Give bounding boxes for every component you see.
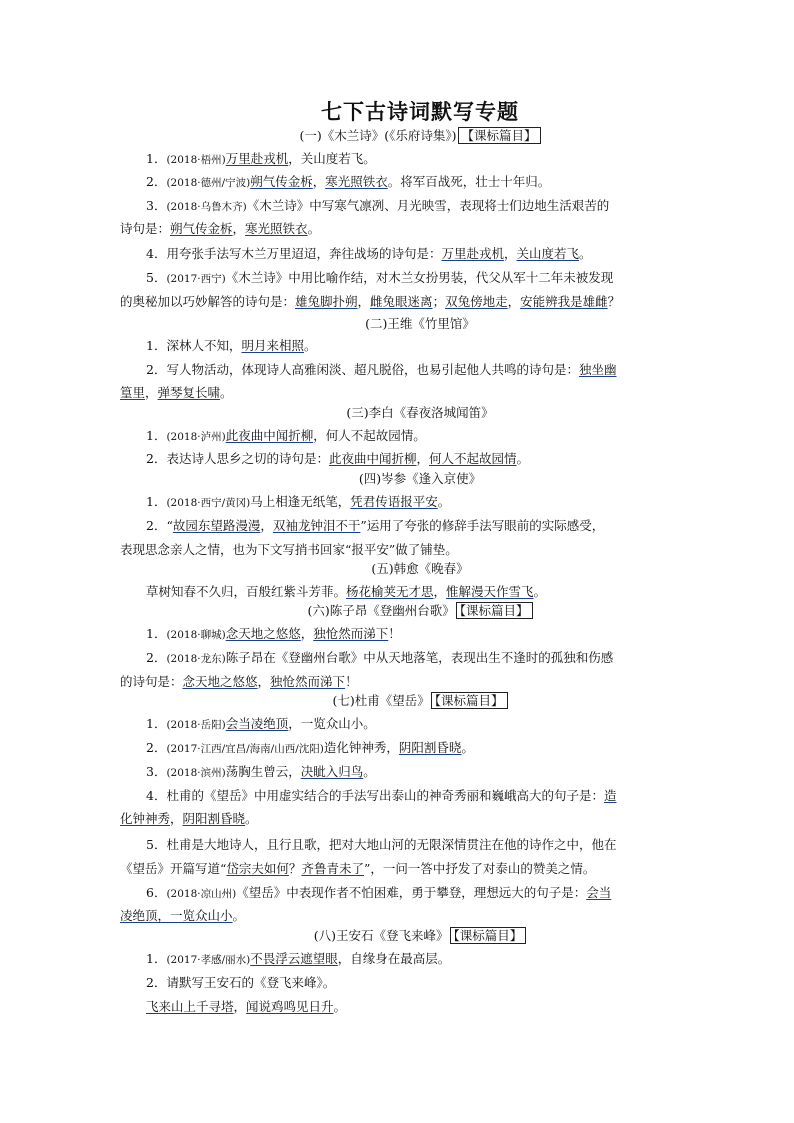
question-source: (2018·乌鲁木齐) [166, 201, 247, 213]
answer-text: 安能辨我是雄雌 [520, 294, 608, 309]
question-text: 。 [533, 584, 547, 599]
question-text: 诗句是： [120, 221, 171, 236]
answer-text: 造 [603, 788, 617, 803]
question-line [146, 427, 426, 446]
question-text: 。 [437, 494, 451, 509]
answer-text: 明月来相照 [241, 338, 304, 353]
question-number: 1． [146, 716, 167, 731]
question-text: 荡胸生曾云， [225, 764, 301, 779]
question-text: 。 [232, 908, 246, 923]
question-text: ， [170, 811, 183, 826]
question-source: (2018·聊城) [166, 629, 226, 641]
question-text: ”，一问一答中抒发了对泰山的赞美之情。 [363, 861, 596, 876]
question-line [146, 450, 529, 468]
question-line [146, 583, 546, 601]
question-number: 2． [146, 975, 167, 990]
answer-text: 寒光照铁衣 [245, 221, 308, 236]
question-line [120, 810, 258, 828]
question-number: 1． [146, 626, 167, 641]
question-number: 4． [146, 246, 167, 261]
question-source: (2018·滨州) [166, 767, 226, 779]
question-line [146, 787, 616, 805]
section-title: (三)李白《春夜洛城闻笛》 [346, 405, 494, 420]
answer-text: 凌绝顶 [120, 908, 158, 923]
question-text: 。将军百战死，壮士十年归。 [387, 174, 551, 189]
question-line [146, 836, 616, 854]
document-title: 七下古诗词默写专题 [321, 100, 519, 124]
question-line [120, 384, 233, 402]
question-text: ， [503, 246, 517, 261]
section-title: (七)杜甫《望岳》 [332, 693, 430, 708]
section-tag: 【课标篇目】 [458, 127, 541, 144]
question-line [120, 673, 358, 691]
question-text: ； [432, 294, 446, 309]
section-title: (五)韩愈《晚春》 [371, 561, 469, 576]
question-text: 杜甫是大地诗人，且行且歌，把对大地山河的无限深情贯注在他的诗作之中，他在 [166, 837, 617, 852]
question-source: (2018·凉山州) [166, 888, 237, 900]
question-text: ？ [607, 294, 621, 309]
question-number: 1． [146, 428, 167, 443]
question-source: (2017·孝感/丽水) [166, 954, 251, 966]
question-source: (2018·梧州) [166, 154, 226, 166]
question-text: ， [312, 174, 326, 189]
question-text: 《木兰诗》中用比喻作结，对木兰女扮男装，代父从军十二年未被发现 [225, 270, 614, 285]
answer-text: 会当 [586, 885, 612, 900]
question-text: 表现思念亲人之情，也为下文写捎书回家“报平安”做了铺垫。 [120, 542, 458, 557]
question-number: 4． [146, 788, 167, 803]
section-title: (六)陈子昂《登幽州台歌》 [307, 603, 455, 618]
question-number: 3． [146, 764, 167, 779]
answer-text: 万里赴戎机 [441, 246, 504, 261]
question-text: ！ [388, 626, 401, 641]
question-number: 2． [146, 174, 167, 189]
answer-text: 何人不起故园情 [429, 451, 517, 466]
question-line [146, 197, 609, 216]
question-source: (2018·德州/宁波) [166, 177, 251, 189]
question-text: 草树知春不久归，百般红紫斗芳菲。 [146, 584, 347, 599]
section-title: (二)王维《竹里馆》 [365, 316, 475, 331]
question-number: 1． [146, 338, 167, 353]
answer-text: 凭君传语报平安 [350, 494, 438, 509]
question-line [120, 860, 595, 878]
question-text: 写人物活动，体现诗人高雅闲淡、超凡脱俗，也易引起他人共鸣的诗句是： [166, 362, 579, 377]
answer-text: 杨花榆荚无才思 [346, 584, 434, 599]
question-text: ？ [288, 861, 302, 876]
question-line [146, 715, 376, 734]
question-source: (2018·龙东) [166, 653, 226, 665]
question-text: 。 [245, 811, 258, 826]
answer-text: 独坐幽 [578, 362, 617, 377]
question-text: ， [145, 385, 158, 400]
question-text: ，一览众山小。 [288, 716, 376, 731]
question-number: 2． [146, 740, 167, 755]
question-line [146, 361, 616, 379]
answer-text: 此夜曲中闻折柳 [328, 451, 417, 466]
question-text: 《望岳》开篇写道“ [120, 861, 227, 876]
answer-text: 不畏浮云遮望眼 [250, 951, 338, 966]
section-heading-8 [120, 927, 720, 945]
question-text: 。 [363, 764, 376, 779]
question-text: 《望岳》中表现作者不怕困难，勇于攀登，理想远大的句子是： [236, 885, 587, 900]
section-heading-3 [120, 404, 720, 422]
answer-text: 会当凌绝顶 [225, 716, 289, 731]
question-text: 。 [333, 999, 347, 1014]
question-number: 2． [146, 362, 167, 377]
question-text: 。 [220, 385, 233, 400]
question-text: 用夸张手法写木兰万里迢迢，奔往战场的诗句是： [166, 246, 442, 261]
section-tag: 【课标篇目】 [456, 602, 533, 619]
question-text: ， [357, 294, 371, 309]
answer-text: 万里赴戎机 [225, 151, 289, 166]
section-tag: 【课标篇目】 [450, 927, 527, 944]
question-line [146, 245, 592, 263]
question-text: ， [257, 674, 271, 689]
question-line [146, 150, 376, 169]
answer-text: 念天地之悠悠 [182, 674, 258, 689]
answer-text: 念天地之悠悠 [225, 626, 301, 641]
answer-text: 阴阳割昏晓 [398, 740, 462, 755]
question-line [146, 649, 613, 668]
question-line [146, 517, 604, 535]
answer-text: 齐鲁青未了 [301, 861, 364, 876]
question-text: ！ [345, 674, 358, 689]
question-text: 杜甫的《望岳》中用虚实结合的手法写出泰山的神奇秀丽和巍峨高大的句子是： [166, 788, 604, 803]
question-source: (2017·西宁) [166, 273, 226, 285]
question-line [146, 763, 376, 782]
answer-text: 弹琴复长啸 [157, 385, 221, 400]
section-title: (四)岑参《逢入京使》 [358, 471, 482, 486]
section-title: (一)《木兰诗》(《乐府诗集》) [299, 128, 457, 143]
answer-text: 独怆然而涕下 [270, 674, 346, 689]
answer-text: 化钟神秀 [120, 811, 171, 826]
question-number: 5． [146, 270, 167, 285]
question-text: ， [233, 999, 247, 1014]
answer-text: 雄兔脚扑朔 [295, 294, 358, 309]
answer-text: 岱宗夫如何 [226, 861, 289, 876]
question-number: 2． [146, 518, 167, 533]
question-text: 的诗句是： [120, 674, 183, 689]
question-line [120, 541, 458, 559]
question-line [146, 625, 401, 644]
answer-text: 阴阳割昏晓 [182, 811, 246, 826]
question-source: (2018·泸州) [166, 431, 226, 443]
section-heading-1 [120, 127, 720, 145]
question-line [146, 884, 611, 903]
section-title: (八)王安石《登飞来峰》 [313, 928, 449, 943]
answer-text: 寒光照铁衣 [325, 174, 388, 189]
question-text: ，关山度若飞。 [288, 151, 376, 166]
question-text: ， [433, 584, 447, 599]
section-heading-6 [120, 602, 720, 620]
question-source: (2017·江西/宜昌/海南/山西/沈阳) [166, 743, 324, 755]
question-text: 。 [461, 740, 474, 755]
answer-text: 雌兔眼迷离 [370, 294, 433, 309]
answer-text: 故园东望路漫漫 [172, 518, 261, 533]
question-text: ， [416, 451, 429, 466]
question-text: ”运用了夸张的修辞手法写眼前的实际感受， [360, 518, 605, 533]
question-source: (2018·西宁/黄冈) [166, 497, 251, 509]
question-text: ， [260, 518, 273, 533]
question-source: (2018·岳阳) [166, 719, 226, 731]
question-number: 1． [146, 494, 167, 509]
question-line [120, 293, 620, 311]
section-heading-7 [120, 692, 720, 710]
answer-text: 朔气传金柝 [170, 221, 233, 236]
question-line [120, 220, 320, 238]
answer-text: 闻说鸡鸣见日升 [246, 999, 334, 1014]
section-heading-4 [120, 470, 720, 488]
answer-text: 关山度若飞 [516, 246, 580, 261]
question-number: 2． [146, 451, 167, 466]
section-heading-5 [120, 560, 720, 578]
question-number: 1． [146, 151, 167, 166]
question-line [146, 950, 450, 969]
question-number: 6． [146, 885, 167, 900]
section-heading-2 [120, 315, 720, 333]
question-text: 的奥秘加以巧妙解答的诗句是： [120, 294, 296, 309]
question-line [146, 998, 346, 1016]
answer-text: 双袖龙钟泪不干 [272, 518, 361, 533]
question-number: 3． [146, 198, 167, 213]
question-text: ，自缘身在最高层。 [337, 951, 451, 966]
question-text: 造化钟神秀， [323, 740, 399, 755]
section-tag: 【课标篇目】 [431, 692, 508, 709]
answer-text: 朔气传金柝 [250, 174, 313, 189]
answer-text: 飞来山上千寻塔 [146, 999, 234, 1014]
question-text: 请默写王安石的《登飞来峰》。 [166, 975, 336, 990]
question-text: ， [507, 294, 521, 309]
question-text: 表达诗人思乡之切的诗句是： [166, 451, 329, 466]
question-text: 。 [307, 221, 321, 236]
question-text: 马上相逢无纸笔， [250, 494, 351, 509]
question-text: “ [166, 518, 173, 533]
question-line [120, 907, 245, 925]
answer-text: 此夜曲中闻折柳 [225, 428, 314, 443]
question-text: ， [300, 626, 314, 641]
question-line [146, 493, 450, 512]
answer-text: 双兔傍地走 [445, 294, 508, 309]
question-line [146, 269, 613, 288]
question-line [146, 974, 335, 992]
answer-text: 惟解漫天作雪飞 [446, 584, 534, 599]
answer-text: 决眦入归鸟 [300, 764, 364, 779]
question-number: 1． [146, 951, 167, 966]
question-text: ， [232, 221, 246, 236]
question-text: 陈子昂在《登幽州台歌》中从天地落笔，表现出生不逢时的孤独和伤感 [225, 650, 614, 665]
question-line [146, 173, 550, 192]
question-text: 《木兰诗》中写寒气凛冽、月光映雪，表现将士们边地生活艰苦的 [246, 198, 610, 213]
question-text: 。 [303, 338, 317, 353]
question-line [146, 739, 474, 758]
question-text: 。 [579, 246, 592, 261]
question-text: ，何人不起故园情。 [313, 428, 426, 443]
question-number: 5． [146, 837, 167, 852]
question-text: 深林人不知， [166, 338, 242, 353]
answer-text: 篁里 [120, 385, 146, 400]
question-text: 。 [516, 451, 530, 466]
answer-text: 独怆然而涕下 [313, 626, 389, 641]
question-number: 2． [146, 650, 167, 665]
question-line [146, 337, 317, 355]
answer-text: ，一览众山小 [157, 908, 233, 923]
